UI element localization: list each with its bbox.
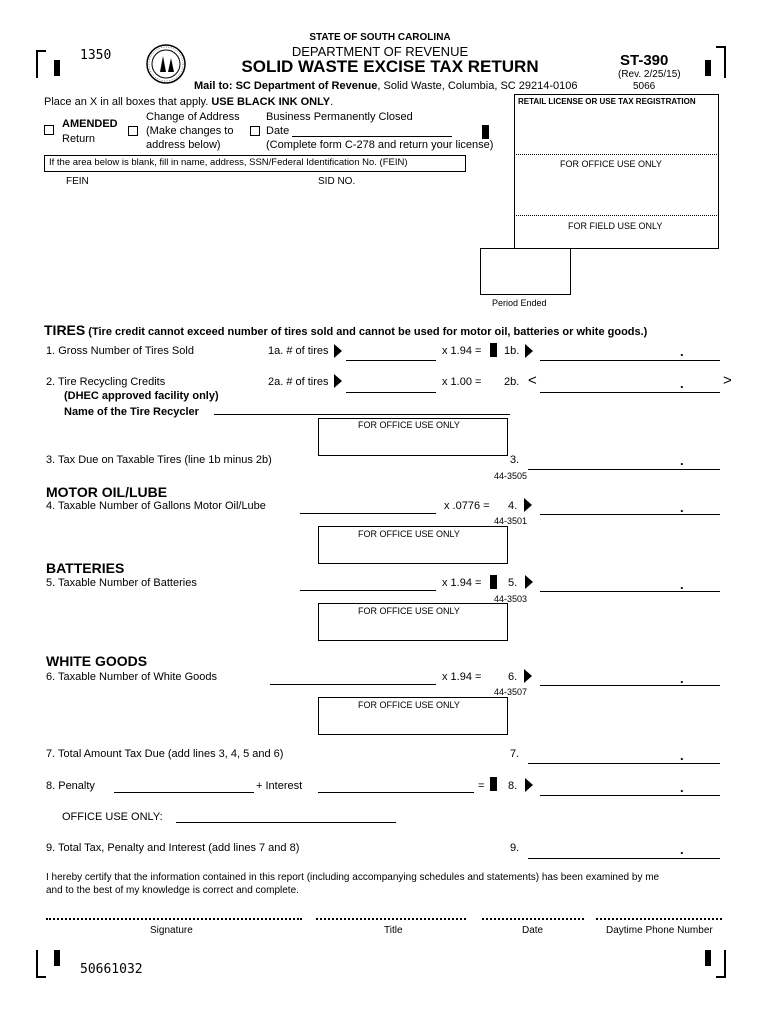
form-revision: (Rev. 2/25/15): [618, 69, 681, 80]
line8-label: 8. Penalty: [46, 780, 95, 792]
mult-1: x 1.94 =: [442, 345, 482, 357]
line8-equals: =: [478, 780, 485, 792]
line5-qty-field[interactable]: [300, 590, 436, 591]
line9-num: 9.: [510, 842, 520, 854]
form-code: 1350: [80, 48, 112, 63]
white-goods-heading: WHITE GOODS: [46, 653, 148, 669]
marker-8: [490, 777, 497, 791]
line2b-lt: <: [528, 372, 537, 389]
department-name: DEPARTMENT OF REVENUE: [291, 44, 469, 59]
tires-office-use-label: FOR OFFICE USE ONLY: [358, 420, 460, 430]
arrow-8-icon: [525, 778, 533, 792]
line7-num: 7.: [510, 748, 520, 760]
marker-5: [490, 575, 497, 589]
field-use-label: FOR FIELD USE ONLY: [568, 221, 663, 231]
line6-label: 6. Taxable Number of White Goods: [46, 671, 217, 683]
line5-mult: x 1.94 =: [442, 577, 482, 589]
line2b-field[interactable]: [540, 392, 720, 393]
line6-qty-field[interactable]: [270, 684, 436, 685]
line2a-label: 2a. # of tires: [268, 376, 329, 388]
change-address-label-2: (Make changes to: [146, 125, 234, 137]
line2-sub: (DHEC approved facility only): [64, 390, 219, 402]
line1b-field[interactable]: [540, 360, 720, 361]
right-panel-divider-2: [514, 215, 719, 216]
line9-decimal: .: [680, 842, 684, 857]
page-title: SOLID WASTE EXCISE TAX RETURN: [241, 57, 539, 76]
mail-to-address: , Solid Waste, Columbia, SC 29214-0106: [377, 80, 578, 92]
line4-mult: x .0776 =: [444, 500, 490, 512]
line2b-gt: >: [723, 372, 732, 389]
marker-1b: [490, 343, 497, 357]
line2-label: 2. Tire Recycling Credits: [46, 376, 166, 388]
complete-form-note: (Complete form C-278 and return your license): [266, 139, 494, 151]
batteries-heading: BATTERIES: [46, 560, 125, 576]
recycler-field[interactable]: [214, 414, 510, 415]
return-label: Return: [62, 133, 96, 145]
certify-text-2: and to the best of my knowledge is correct and complete.: [46, 885, 299, 896]
arrow-1a-icon: [334, 344, 342, 358]
signature-label: Signature: [150, 925, 193, 936]
corner-block-top-left: [54, 60, 60, 76]
line5-label: 5. Taxable Number of Batteries: [46, 577, 197, 589]
business-closed-checkbox[interactable]: [250, 126, 260, 136]
line2b-decimal: .: [680, 376, 684, 391]
title-field[interactable]: [316, 918, 466, 920]
sid-label: SID NO.: [318, 176, 356, 187]
line6-field[interactable]: [540, 685, 720, 686]
fein-label: FEIN: [66, 176, 89, 187]
line3-field[interactable]: [528, 469, 720, 470]
arrow-1b-icon: [525, 344, 533, 358]
mail-to-dept: SC Department of Revenue: [235, 80, 378, 92]
line7-field[interactable]: [528, 763, 720, 764]
office-use-top: FOR OFFICE USE ONLY: [560, 159, 662, 169]
mail-to: [194, 80, 578, 92]
right-panel-divider: [514, 154, 719, 155]
title-label: Title: [384, 925, 403, 936]
office-use-only-label: OFFICE USE ONLY:: [62, 811, 163, 823]
corner-block-top-right: [705, 60, 711, 76]
line2a-field[interactable]: [346, 392, 436, 393]
line4-decimal: .: [680, 500, 684, 515]
certify-text-1: I hereby certify that the information contained in this report (including accompanying schedules and statements) has been examined by me: [46, 872, 660, 883]
line5-code: 44-3503: [494, 594, 528, 604]
corner-mark-bottom-left: [36, 950, 46, 978]
motor-oil-heading: MOTOR OIL/LUBE: [46, 484, 168, 500]
interest-field[interactable]: [318, 792, 474, 793]
line3-decimal: .: [680, 453, 684, 468]
arrow-2a-icon: [334, 374, 342, 388]
line5-field[interactable]: [540, 591, 720, 592]
line3-code: 44-3505: [494, 471, 528, 481]
barcode-number: 50661032: [80, 962, 143, 977]
change-address-label-1: Change of Address: [146, 111, 240, 123]
arrow-4-icon: [524, 498, 532, 512]
line9-label: 9. Total Tax, Penalty and Interest (add lines 7 and 8): [46, 842, 300, 854]
place-x-text: Place an X in all boxes that apply.: [44, 96, 209, 108]
tires-section: [44, 322, 647, 338]
mail-to-label: Mail to:: [194, 80, 233, 92]
line2b-num: 2b.: [504, 376, 520, 388]
line4-num: 4.: [508, 500, 518, 512]
motor-oil-office-use-label: FOR OFFICE USE ONLY: [358, 529, 460, 539]
line4-field[interactable]: [540, 514, 720, 515]
instructions: [44, 96, 333, 108]
white-goods-office-use-label: FOR OFFICE USE ONLY: [358, 700, 460, 710]
line1b-num: 1b.: [504, 345, 520, 357]
line6-num: 6.: [508, 671, 518, 683]
batteries-office-use-label: FOR OFFICE USE ONLY: [358, 606, 460, 616]
retail-license-label: RETAIL LICENSE OR USE TAX REGISTRATION: [518, 97, 696, 106]
line7-label: 7. Total Amount Tax Due (add lines 3, 4, 5 and 6): [46, 748, 284, 760]
line1b-decimal: .: [680, 344, 684, 359]
corner-mark-top-right: [716, 46, 726, 78]
line1a-field[interactable]: [346, 360, 436, 361]
arrow-6-icon: [524, 669, 532, 683]
line6-mult: x 1.94 =: [442, 671, 482, 683]
corner-mark-bottom-right: [716, 950, 726, 978]
line1a-label: 1a. # of tires: [268, 345, 329, 357]
marker-block: [482, 125, 489, 139]
mult-2: x 1.00 =: [442, 376, 482, 388]
period-ended-label: Period Ended: [492, 298, 547, 308]
tires-heading: TIRES: [44, 322, 86, 338]
corner-block-bottom-left: [54, 950, 60, 966]
corner-block-bottom-right: [705, 950, 711, 966]
line6-decimal: .: [680, 671, 684, 686]
tires-note: (Tire credit cannot exceed number of tires sold and cannot be used for motor oil, batteries or white goods.): [88, 326, 648, 338]
line8-num: 8.: [508, 780, 518, 792]
form-code-5066: 5066: [633, 81, 656, 92]
recycler-label: Name of the Tire Recycler: [64, 406, 199, 418]
line5-decimal: .: [680, 577, 684, 592]
line8-field[interactable]: [540, 795, 720, 796]
blank-area-notice: [44, 155, 466, 172]
form-number: ST-390: [620, 52, 669, 69]
date-field[interactable]: [482, 918, 584, 920]
state-name: STATE OF SOUTH CAROLINA: [309, 32, 451, 43]
office-use-only-field: [176, 822, 396, 823]
amended-checkbox[interactable]: [44, 125, 54, 135]
line3-label: 3. Tax Due on Taxable Tires (line 1b minus 2b): [46, 454, 272, 466]
change-address-checkbox[interactable]: [128, 126, 138, 136]
line7-decimal: .: [680, 748, 684, 763]
business-closed-label: Business Permanently Closed: [266, 111, 413, 123]
amended-label: AMENDED: [62, 118, 118, 130]
line6-code: 44-3507: [494, 687, 528, 697]
line5-num: 5.: [508, 577, 518, 589]
period-ended-box[interactable]: [480, 248, 571, 295]
phone-field[interactable]: [596, 918, 722, 920]
signature-field[interactable]: [46, 918, 302, 920]
line9-field[interactable]: [528, 858, 720, 859]
plus-interest-label: + Interest: [256, 780, 303, 792]
change-address-label-3: address below): [146, 139, 221, 151]
line4-qty-field[interactable]: [300, 513, 436, 514]
line8-decimal: .: [680, 780, 684, 795]
line3-num: 3.: [510, 454, 520, 466]
arrow-5-icon: [525, 575, 533, 589]
instructions-period: .: [330, 96, 334, 108]
blank-area-text: If the area below is blank, fill in name, address, SSN/Federal Identification No. (FEIN): [49, 157, 408, 168]
phone-label: Daytime Phone Number: [606, 925, 713, 936]
date-label: Date: [266, 125, 290, 137]
corner-mark-top-left: [36, 50, 46, 78]
closed-date-field[interactable]: [292, 136, 452, 137]
penalty-field[interactable]: [114, 792, 254, 793]
state-seal-icon: [146, 44, 186, 84]
line4-label: 4. Taxable Number of Gallons Motor Oil/Lube: [46, 500, 266, 512]
line1-label: 1. Gross Number of Tires Sold: [46, 345, 194, 357]
black-ink-text: USE BLACK INK ONLY: [211, 96, 331, 108]
date-label-sig: Date: [522, 925, 544, 936]
line4-code: 44-3501: [494, 516, 528, 526]
